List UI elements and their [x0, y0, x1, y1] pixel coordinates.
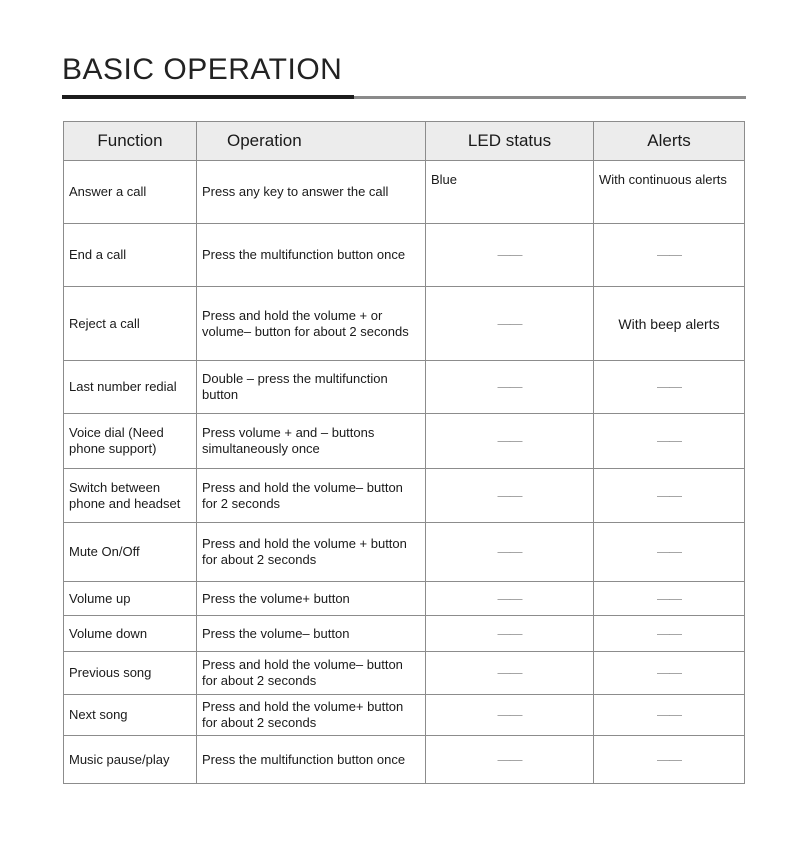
- table-row: [64, 616, 745, 652]
- title-underline-thick: [62, 95, 354, 99]
- operations-table: [63, 121, 745, 784]
- alerts-cell: ——: [594, 224, 745, 287]
- led-status-cell: ——: [426, 695, 594, 736]
- table-row: [64, 161, 745, 224]
- led-status-cell: ——: [426, 616, 594, 652]
- table-row: [64, 695, 745, 736]
- table-row: [64, 287, 745, 361]
- led-status-cell: ——: [426, 582, 594, 616]
- led-status-cell: ——: [426, 361, 594, 414]
- table-row: [64, 582, 745, 616]
- led-status-cell: ——: [426, 652, 594, 695]
- operation-cell: Press and hold the volume+ button for about 2 seconds: [197, 695, 426, 736]
- operation-cell: Press the multifunction button once: [197, 736, 426, 784]
- operation-cell: Press and hold the volume + or volume– button for about 2 seconds: [197, 287, 426, 361]
- operation-cell: Press and hold the volume– button for 2 seconds: [197, 469, 426, 523]
- operation-cell: Press the multifunction button once: [197, 224, 426, 287]
- alerts-cell: With beep alerts: [594, 287, 745, 361]
- operation-cell: Press and hold the volume + button for about 2 seconds: [197, 523, 426, 582]
- alerts-cell: ——: [594, 695, 745, 736]
- table-row: [64, 523, 745, 582]
- alerts-cell: ——: [594, 652, 745, 695]
- led-status-cell: ——: [426, 523, 594, 582]
- table-row: [64, 361, 745, 414]
- function-cell: Next song: [64, 695, 197, 736]
- function-cell: Voice dial (Need phone support): [64, 414, 197, 469]
- title-underline-thin: [354, 96, 746, 99]
- led-status-cell: ——: [426, 469, 594, 523]
- led-status-cell: ——: [426, 414, 594, 469]
- function-cell: Last number redial: [64, 361, 197, 414]
- header-function: Function: [64, 122, 197, 161]
- alerts-cell: ——: [594, 361, 745, 414]
- led-status-cell: Blue: [426, 161, 594, 224]
- table-row: [64, 736, 745, 784]
- function-cell: Music pause/play: [64, 736, 197, 784]
- function-cell: Reject a call: [64, 287, 197, 361]
- header-led-status: LED status: [426, 122, 594, 161]
- operation-cell: Press and hold the volume– button for about 2 seconds: [197, 652, 426, 695]
- header-operation: Operation: [197, 122, 426, 161]
- operation-cell: Double – press the multifunction button: [197, 361, 426, 414]
- function-cell: End a call: [64, 224, 197, 287]
- alerts-cell: ——: [594, 414, 745, 469]
- table-row: [64, 469, 745, 523]
- alerts-cell: ——: [594, 523, 745, 582]
- alerts-cell: ——: [594, 582, 745, 616]
- table-row: [64, 224, 745, 287]
- table-row: [64, 652, 745, 695]
- operation-cell: Press the volume– button: [197, 616, 426, 652]
- header-alerts: Alerts: [594, 122, 745, 161]
- alerts-cell: ——: [594, 469, 745, 523]
- led-status-cell: ——: [426, 287, 594, 361]
- operation-cell: Press any key to answer the call: [197, 161, 426, 224]
- function-cell: Answer a call: [64, 161, 197, 224]
- operation-cell: Press the volume+ button: [197, 582, 426, 616]
- page-title: BASIC OPERATION: [62, 53, 343, 86]
- function-cell: Mute On/Off: [64, 523, 197, 582]
- function-cell: Switch between phone and headset: [64, 469, 197, 523]
- table-header-row: [64, 122, 745, 161]
- function-cell: Volume up: [64, 582, 197, 616]
- alerts-cell: ——: [594, 616, 745, 652]
- led-status-cell: ——: [426, 736, 594, 784]
- function-cell: Previous song: [64, 652, 197, 695]
- alerts-cell: With continuous alerts: [594, 161, 745, 224]
- alerts-cell: ——: [594, 736, 745, 784]
- operation-cell: Press volume + and – buttons simultaneously once: [197, 414, 426, 469]
- table-row: [64, 414, 745, 469]
- led-status-cell: ——: [426, 224, 594, 287]
- function-cell: Volume down: [64, 616, 197, 652]
